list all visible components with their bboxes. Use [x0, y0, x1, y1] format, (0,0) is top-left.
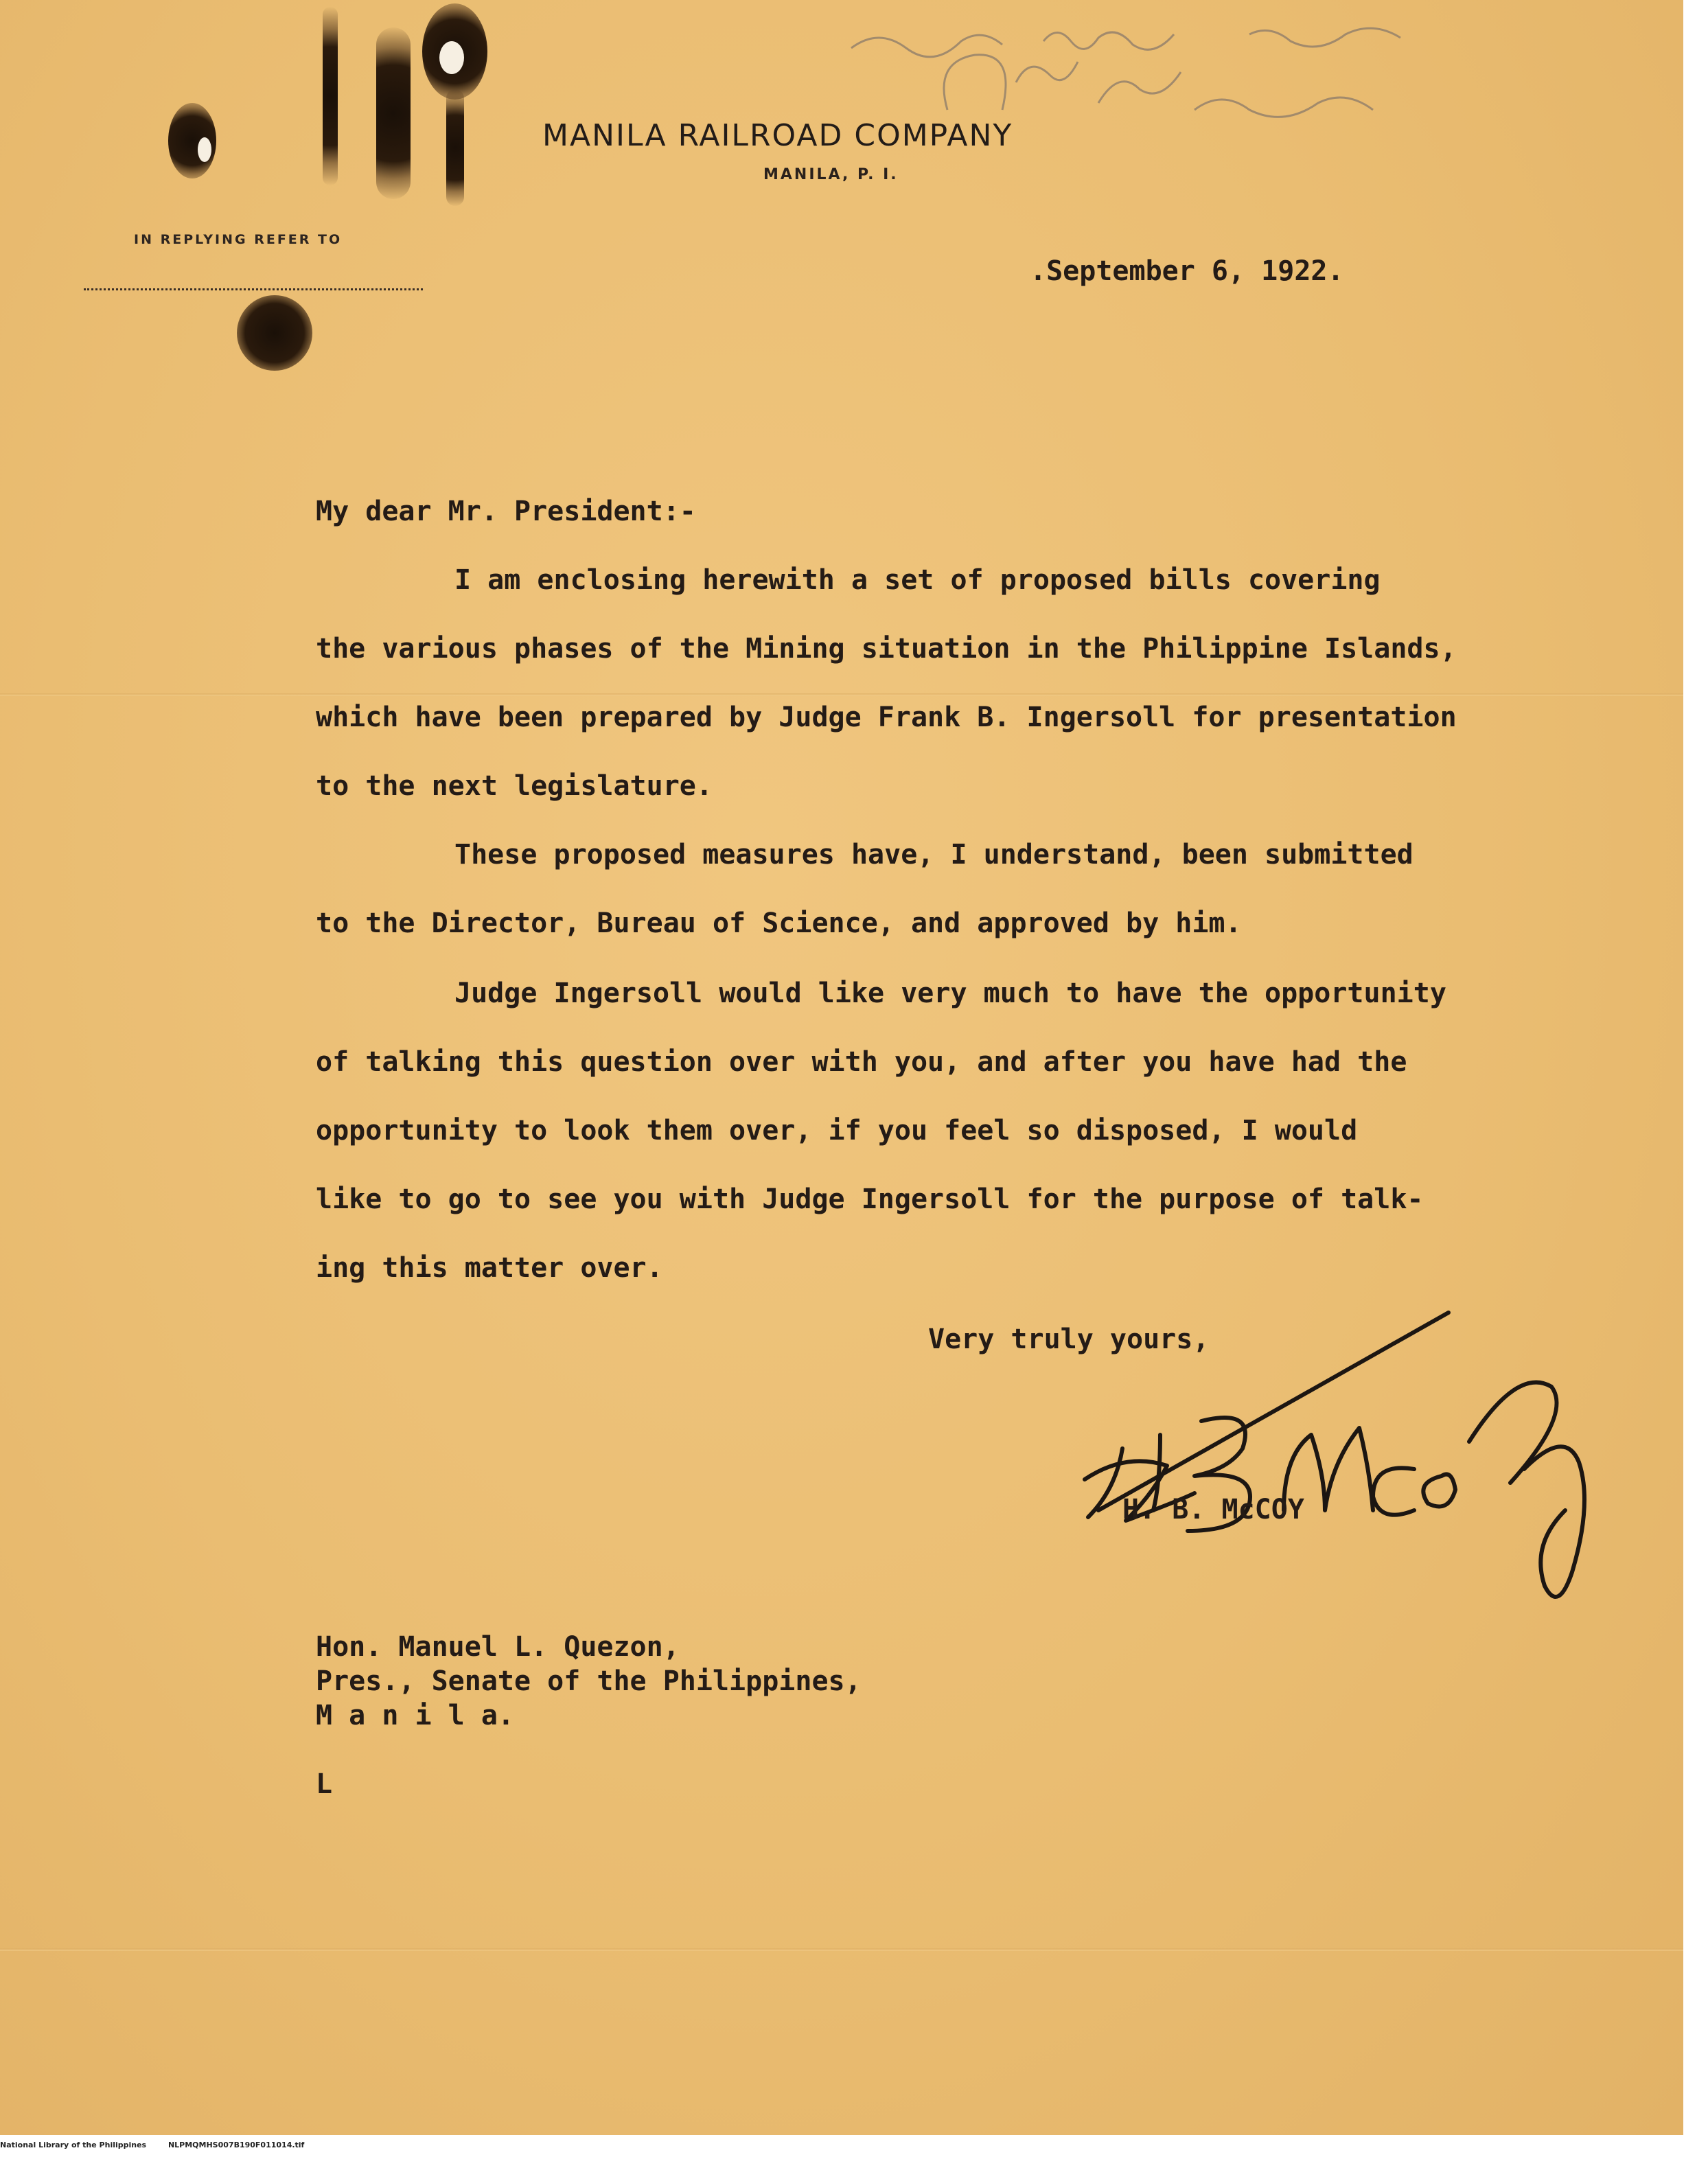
signer-name: H. B. McCOY	[1122, 1494, 1304, 1525]
burn-mark	[446, 89, 464, 206]
burn-mark	[376, 27, 411, 199]
recipient-line: Pres., Senate of the Philippines,	[316, 1665, 862, 1697]
archive-file-name: NLPMQMHS007B190F011014.tif	[168, 2141, 305, 2149]
archive-source: National Library of the Philippines	[0, 2141, 147, 2149]
body-line: of talking this question over with you, and after you have had the	[316, 1046, 1407, 1078]
salutation: My dear Mr. President:-	[316, 496, 696, 527]
body-line: ing this matter over.	[316, 1252, 663, 1284]
letterhead-city: MANILA, P. I.	[763, 166, 899, 183]
body-line: the various phases of the Mining situation in the Philippine Islands,	[316, 633, 1457, 665]
typist-initials: L	[316, 1768, 333, 1800]
punch-hole	[439, 41, 464, 74]
body-line: to the Director, Bureau of Science, and approved by him.	[316, 908, 1242, 939]
recipient-line: M a n i l a.	[316, 1700, 514, 1731]
body-line: Judge Ingersoll would like very much to have the opportunity	[454, 978, 1446, 1009]
handwritten-signature	[1057, 1304, 1648, 1634]
body-line: I am enclosing herewith a set of proposed bills covering	[454, 564, 1381, 596]
body-line: which have been prepared by Judge Frank B. Ingersoll for presentation	[316, 702, 1457, 733]
letter-date: .September 6, 1922.	[1030, 255, 1344, 287]
reply-reference-label: IN REPLYING REFER TO	[134, 232, 343, 247]
paper-fold-upper	[0, 693, 1683, 696]
burn-mark	[323, 7, 338, 185]
body-line: opportunity to look them over, if you feel so disposed, I would	[316, 1115, 1358, 1146]
archive-footer	[0, 2141, 323, 2149]
recipient-line: Hon. Manuel L. Quezon,	[316, 1631, 680, 1663]
body-line: These proposed measures have, I understand, been submitted	[454, 839, 1413, 870]
burn-mark	[237, 295, 312, 371]
body-line: like to go to see you with Judge Ingersoll for the purpose of talk-	[316, 1184, 1424, 1215]
letterhead-company: MANILA RAILROAD COMPANY	[542, 118, 1013, 153]
body-line: to the next legislature.	[316, 770, 713, 802]
punch-hole	[198, 137, 211, 162]
reply-reference-line	[84, 288, 423, 290]
paper-fold-lower	[0, 1948, 1683, 1951]
closing: Very truly yours,	[928, 1324, 1210, 1355]
